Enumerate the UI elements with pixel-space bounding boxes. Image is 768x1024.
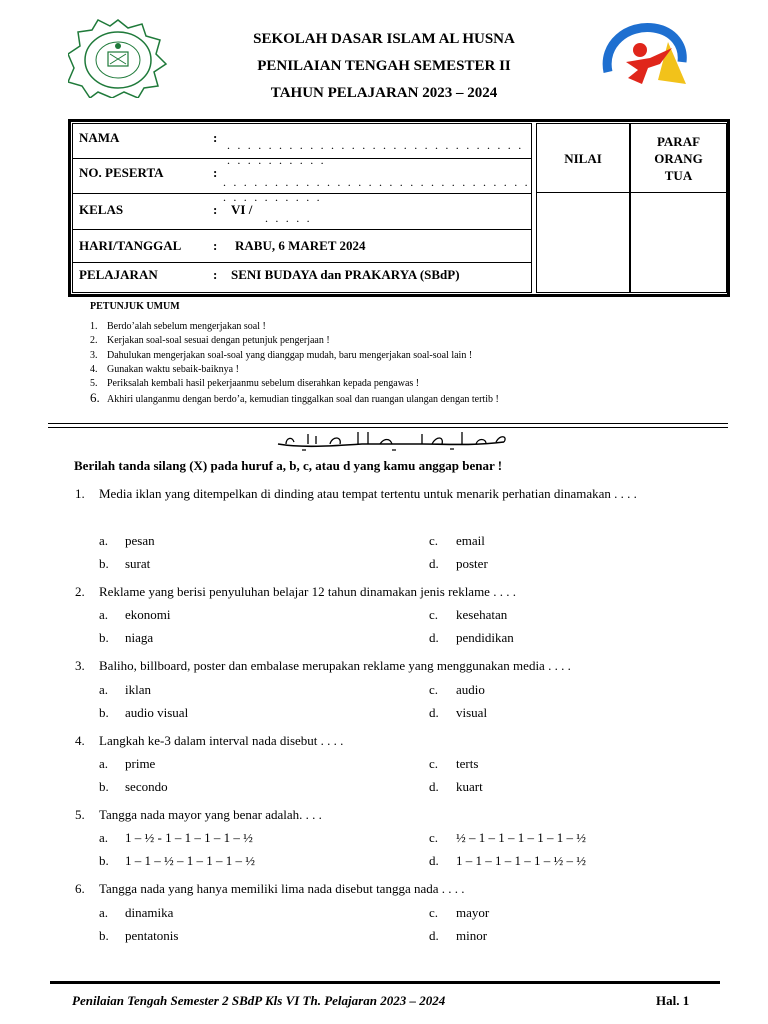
nama-label: NAMA [79,130,120,145]
identity-row-hari-tanggal [73,229,531,263]
petunjuk-item: 2. Kerjakan soal-soal sesuai dengan petunjuk pengerjaan ! [90,335,330,347]
question-6 [0,877,768,901]
footer-text: Penilaian Tengah Semester 2 SBdP Kls VI Th. Pelajaran 2023 – 2024 [72,993,446,1008]
option-text: niaga [125,630,154,645]
option-text: kesehatan [456,607,508,622]
kelas-colon: : [213,202,218,217]
option-text: dinamika [125,905,174,920]
option-letter: c. [429,905,439,920]
paraf-header: PARAF ORANG TUA [631,124,726,193]
hari-tanggal-colon: : [213,238,218,253]
option-letter: a. [99,756,109,771]
option-text: 1 – 1 – ½ – 1 – 1 – 1 – ½ [125,853,255,868]
option-letter: d. [429,556,439,571]
school-name: SEKOLAH DASAR ISLAM AL HUSNA [253,31,515,47]
paraf-box [630,123,727,293]
no-peserta-field[interactable]: . . . . . . . . . . . . . . . . . . . . . . . . . . . . . . . . . . . . . . . . [223,175,530,204]
option-letter: a. [99,905,109,920]
question-1 [0,482,768,582]
petunjuk-list [90,320,730,408]
option-text: iklan [125,682,151,697]
no-peserta-label: NO. PESERTA [79,165,164,180]
no-peserta-colon: : [213,165,218,180]
option-text: pesan [125,533,155,548]
petunjuk-item: 3. Dahulukan mengerjakan soal-soal yang dianggap mudah, baru mengerjakan soal-soal lain ! [90,349,473,361]
option-letter: b. [99,779,109,794]
question-number: 5. [75,807,85,822]
option-letter: a. [99,830,109,845]
option-text: visual [456,705,488,720]
question-text: Langkah ke-3 dalam interval nada disebut . . . . [99,733,344,748]
option-letter: c. [429,756,439,771]
option-text: ½ – 1 – 1 – 1 – 1 – 1 – ½ [456,830,586,845]
option-text: audio [456,682,485,697]
option-letter: c. [429,682,439,697]
pelajaran-label: PELAJARAN [79,267,158,282]
nilai-header: NILAI [537,124,629,193]
option-text: 1 – ½ - 1 – 1 – 1 – 1 – ½ [125,830,253,845]
option-letter: b. [99,630,109,645]
pelajaran-value: SENI BUDAYA dan PRAKARYA (SBdP) [231,267,460,282]
question-number: 4. [75,733,85,748]
option-letter: d. [429,853,439,868]
question-2 [0,580,768,604]
option-letter: b. [99,556,109,571]
petunjuk-item: 5. Periksalah kembali hasil pekerjaanmu sebelum diserahkan kepada pengawas ! [90,378,420,390]
academic-year: TAHUN PELAJARAN 2023 – 2024 [270,85,498,101]
option-text: 1 – 1 – 1 – 1 – 1 – ½ – ½ [456,853,586,868]
divider [48,423,728,424]
identity-row-kelas [73,193,531,230]
nilai-box [536,123,630,293]
kelas-label: KELAS [79,202,124,217]
petunjuk-title: PETUNJUK UMUM [90,301,180,312]
hari-tanggal-label: HARI/TANGGAL [79,238,182,253]
option-letter: d. [429,928,439,943]
question-text: Tangga nada yang hanya memiliki lima nada disebut tangga nada . . . . [99,881,465,896]
option-text: ekonomi [125,607,171,622]
question-number: 6. [75,881,85,896]
identity-row-no-peserta [73,158,531,204]
exam-title: PENILAIAN TENGAH SEMESTER II [257,58,511,74]
question-5 [0,803,768,827]
identity-row-pelajaran [73,262,531,292]
hari-tanggal-value: RABU, 6 MARET 2024 [235,238,366,253]
question-number: 2. [75,584,85,599]
identity-table [72,123,532,293]
petunjuk-item: 1. Berdo’alah sebelum mengerjakan soal ! [90,321,266,332]
instruction-text: Berilah tanda silang (X) pada huruf a, b, c, atau d yang kamu anggap benar ! [74,458,503,473]
option-letter: a. [99,607,109,622]
nama-colon: : [213,130,218,145]
option-letter: c. [429,533,439,548]
option-text: terts [456,756,479,771]
option-letter: c. [429,607,439,622]
option-letter: b. [99,705,109,720]
kelas-field[interactable]: . . . . . [265,211,312,225]
option-text: mayor [456,905,490,920]
page-number: Hal. 1 [656,993,690,1008]
option-letter: b. [99,928,109,943]
option-letter: a. [99,533,109,548]
option-letter: a. [99,682,109,697]
question-number: 1. [75,486,85,501]
pelajaran-colon: : [213,267,218,282]
question-3 [0,654,768,678]
question-text: Reklame yang berisi penyuluhan belajar 12 tahun dinamakan jenis reklame . . . . [99,584,516,599]
option-text: minor [456,928,488,943]
option-letter: b. [99,853,109,868]
identity-row-nama [73,124,531,167]
option-text: pendidikan [456,630,514,645]
question-text: Media iklan yang ditempelkan di dinding atau tempat tertentu untuk menarik perhatian dinamakan . . . . [99,486,637,501]
question-4 [0,729,768,753]
option-letter: d. [429,630,439,645]
option-letter: d. [429,705,439,720]
kurikulum-logo [598,22,690,104]
option-text: audio visual [125,705,189,720]
option-text: pentatonis [125,928,179,943]
question-text: Baliho, billboard, poster dan embalase merupakan reklame yang menggunakan media . . . . [99,658,571,673]
option-letter: d. [429,779,439,794]
question-text: Tangga nada mayor yang benar adalah. . . . [99,807,322,822]
option-text: surat [125,556,151,571]
nama-field[interactable]: . . . . . . . . . . . . . . . . . . . . . . . . . . . . . . . . . . . . . . . [227,138,524,167]
option-text: kuart [456,779,483,794]
option-letter: c. [429,830,439,845]
option-text: poster [456,556,488,571]
option-text: secondo [125,779,168,794]
footer-divider [50,981,720,984]
option-text: email [456,533,485,548]
question-number: 3. [75,658,85,673]
basmalah-calligraphy [272,428,512,452]
option-text: prime [125,756,156,771]
petunjuk-item: 6. Akhiri ulanganmu dengan berdo’a, kemudian tinggalkan soal dan ruangan ulangan dengan tertib ! [90,390,499,406]
petunjuk-item: 4. Gunakan waktu sebaik-baiknya ! [90,363,239,375]
kelas-value: VI / [231,202,253,217]
